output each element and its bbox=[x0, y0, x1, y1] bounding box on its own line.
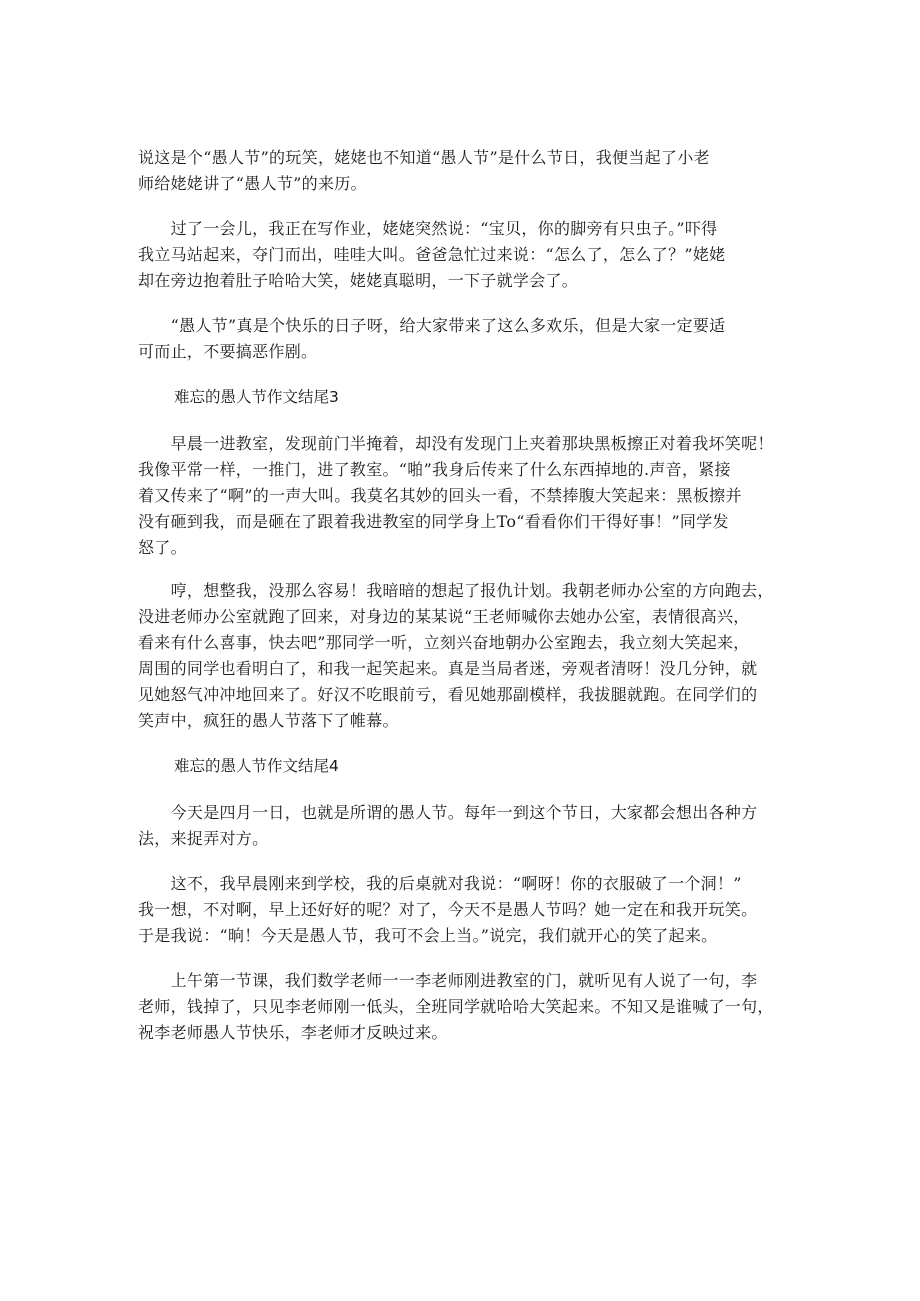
section-heading: 难忘的愚人节作文结尾3 bbox=[174, 388, 339, 406]
paragraph-line: 这不，我早晨刚来到学校，我的后桌就对我说：“啊呀！你的衣服破了一个洞！” bbox=[138, 874, 742, 893]
paragraph-line: “愚人节”真是个快乐的日子呀，给大家带来了这么多欢乐，但是大家一定要适 bbox=[138, 316, 726, 335]
paragraph-line: 过了一会儿，我正在写作业，姥姥突然说：“宝贝，你的脚旁有只虫子。”吓得 bbox=[138, 219, 718, 238]
paragraph-line: 我像平常一样，一推门，进了教室。“啪”我身后传来了什么东西掉地的.声音，紧接 bbox=[138, 460, 731, 479]
paragraph-line: 着又传来了“啊”的一声大叫。我莫名其妙的回头一看，不禁捧腹大笑起来：黑板擦并 bbox=[138, 486, 742, 505]
paragraph-line: 于是我说：“晌！今天是愚人节，我可不会上当。”说完，我们就开心的笑了起来。 bbox=[138, 926, 718, 945]
paragraph-line: 祝李老师愚人节快乐，李老师才反映过来。 bbox=[138, 1023, 448, 1042]
paragraph-line: 师给姥姥讲了“愚人节”的来历。 bbox=[138, 174, 367, 193]
paragraph-line: 没进老师办公室就跑了回来，对身边的某某说“王老师喊你去她办公室，表情很高兴， bbox=[138, 607, 750, 626]
paragraph-line: 老师，钱掉了，只见李老师刚一低头，全班同学就哈哈大笑起来。不知又是谁喊了一句， bbox=[138, 997, 774, 1016]
paragraph-line: 我立马站起来，夺门而出，哇哇大叫。爸爸急忙过来说：“怎么了，怎么了？”姥姥 bbox=[138, 245, 726, 264]
paragraph-line: 我一想，不对啊，早上还好好的呢？对了，今天不是愚人节吗？她一定在和我开玩笑。 bbox=[138, 900, 758, 919]
section-heading: 难忘的愚人节作文结尾4 bbox=[174, 757, 339, 775]
paragraph-line: 法，来捉弄对方。 bbox=[138, 829, 269, 848]
paragraph-line: 说这是个“愚人节”的玩笑，姥姥也不知道“愚人节”是什么节日，我便当起了小老 bbox=[138, 148, 710, 167]
paragraph-line: 上午第一节课，我们数学老师一一李老师刚进教室的门，就听见有人说了一句，李 bbox=[138, 971, 758, 990]
paragraph-line: 早晨一进教室，发现前门半掩着，却没有发现门上夹着那块黑板擦正对着我坏笑呢！ bbox=[138, 434, 774, 453]
paragraph-line: 见她怒气冲冲地回来了。好汉不吃眼前亏，看见她那副模样，我拔腿就跑。在同学们的 bbox=[138, 685, 758, 704]
paragraph-line: 今天是四月一日，也就是所谓的愚人节。每年一到这个节日，大家都会想出各种方 bbox=[138, 803, 758, 822]
paragraph-line: 笑声中，疯狂的愚人节落下了帷幕。 bbox=[138, 711, 399, 730]
paragraph-line: 却在旁边抱着肚子哈哈大笑，姥姥真聪明，一下子就学会了。 bbox=[138, 271, 579, 290]
paragraph-line: 可而止，不要搞恶作剧。 bbox=[138, 342, 318, 361]
paragraph-line: 怒了。 bbox=[138, 538, 187, 557]
paragraph-line: 没有砸到我，而是砸在了跟着我进教室的同学身上To“看看你们干得好事！”同学发 bbox=[138, 512, 729, 531]
paragraph-line: 看来有什么喜事，快去吧”那同学一听，立刻兴奋地朝办公室跑去，我立刻大笑起来， bbox=[138, 633, 750, 652]
paragraph-line: 周围的同学也看明白了，和我一起笑起来。真是当局者迷，旁观者清呀！没几分钟，就 bbox=[138, 659, 758, 678]
paragraph-line: 哼，想整我，没那么容易！我暗暗的想起了报仇计划。我朝老师办公室的方向跑去， bbox=[138, 581, 774, 600]
